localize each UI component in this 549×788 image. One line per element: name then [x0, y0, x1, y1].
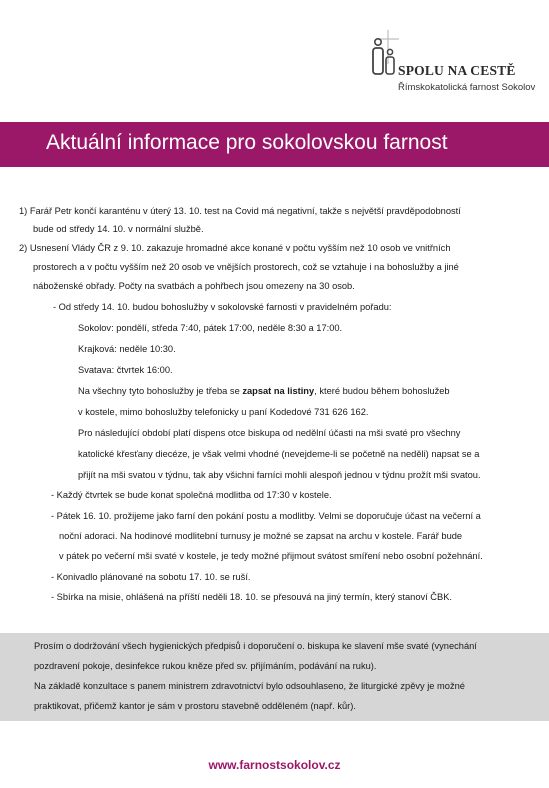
dispensation-line-3: přijít na mši svatou v týdnu, tak aby všichni farníci mohli alespoň jednou v týdnu prožít mši svatou.: [78, 470, 481, 480]
hygiene-notice: [0, 633, 549, 721]
schedule-krajkova: Krajková: neděle 10:30.: [78, 344, 176, 354]
logo-name: SPOLU NA CESTĚ: [398, 63, 516, 78]
dispensation-line-1: Pro následující období platí dispens otce biskupa od nedělní účasti na mši svaté pro všechny: [78, 428, 461, 438]
title-banner: [0, 122, 549, 167]
notice-line-3: Na základě konzultace s panem ministrem zdravotnictví bylo odsouhlaseno, že liturgické zpěvy je možné: [34, 681, 465, 691]
schedule-intro: - Od středy 14. 10. budou bohoslužby v sokolovské farnosti v pravidelném pořadu:: [53, 302, 392, 312]
logo-figures-icon: [370, 30, 400, 82]
schedule-sokolov: Sokolov: pondělí, středa 7:40, pátek 17:00, neděle 8:30 a 17:00.: [78, 323, 343, 333]
schedule-svatava: Svatava: čtvrtek 16:00.: [78, 365, 173, 375]
dispensation-line-2: katolické křesťany diecéze, je však velmi vhodné (nevejdeme-li se početně na neděli) napsat se a: [78, 449, 480, 459]
item-1-line-1: 1) Farář Petr končí karanténu v úterý 13. 10. test na Covid má negativní, takže s největší pravděpodobností: [19, 206, 461, 216]
logo-subtitle: Římskokatolická farnost Sokolov: [398, 82, 536, 93]
registration-post: , které budou během bohoslužeb: [314, 386, 450, 396]
friday-line-2: noční adoraci. Na hodinové modlitební turnusy je možné se zapsat na archu v kostele. Farář bude: [59, 531, 463, 541]
registration-bold: zapsat na listiny: [242, 386, 315, 396]
registration-line-1: [78, 385, 450, 397]
website-link[interactable]: www.farnostsokolov.cz: [208, 758, 341, 772]
page-title: Aktuální informace pro sokolovskou farnost: [46, 131, 448, 154]
friday-line-1: - Pátek 16. 10. prožijeme jako farní den pokání postu a modlitby. Velmi se doporučuje účast na večerní a: [51, 511, 481, 521]
item-2-line-1: 2) Usnesení Vlády ČR z 9. 10. zakazuje hromadné akce konané v počtu vyšším než 10 osob ve vnitřních: [19, 243, 451, 253]
friday-line-3: v pátek po večerní mši svaté v kostele, je tedy možné přijmout svátost smíření nebo osobní požehnání.: [59, 551, 483, 561]
item-1-line-2: bude od středy 14. 10. v normální službě.: [33, 224, 204, 234]
notice-line-4: praktikovat, přičemž kantor je sám v prostoru stavebně odděleném (např. kůr).: [34, 701, 356, 711]
registration-line-2: v kostele, mimo bohoslužby telefonicky u paní Kodedové 731 626 162.: [78, 407, 369, 417]
parish-logo: [370, 30, 540, 100]
item-2-line-3: náboženské obřady. Počty na svatbách a pohřbech jsou omezeny na 30 osob.: [33, 281, 355, 291]
notice-line-2: pozdravení pokoje, desinfekce rukou kněze před sv. přijímáním, podávání na ruku).: [34, 661, 377, 671]
konivadlo-cancelled: - Konivadlo plánované na sobotu 17. 10. se ruší.: [51, 572, 251, 582]
notice-line-1: Prosím o dodržování všech hygienických předpisů i doporučení o. biskupa ke slavení mše svaté (vynechání: [34, 641, 477, 651]
mission-collection: - Sbírka na misie, ohlášená na příští neděli 18. 10. se přesouvá na jiný termín, který stanoví ČBK.: [51, 592, 453, 602]
registration-pre: Na všechny tyto bohoslužby je třeba se: [78, 386, 243, 396]
thursday-prayer: - Každý čtvrtek se bude konat společná modlitba od 17:30 v kostele.: [51, 490, 332, 500]
item-2-line-2: prostorech a v počtu vyšším než 20 osob ve vnějších prostorech, což se vztahuje i na bohoslužby a jiné: [33, 262, 459, 272]
